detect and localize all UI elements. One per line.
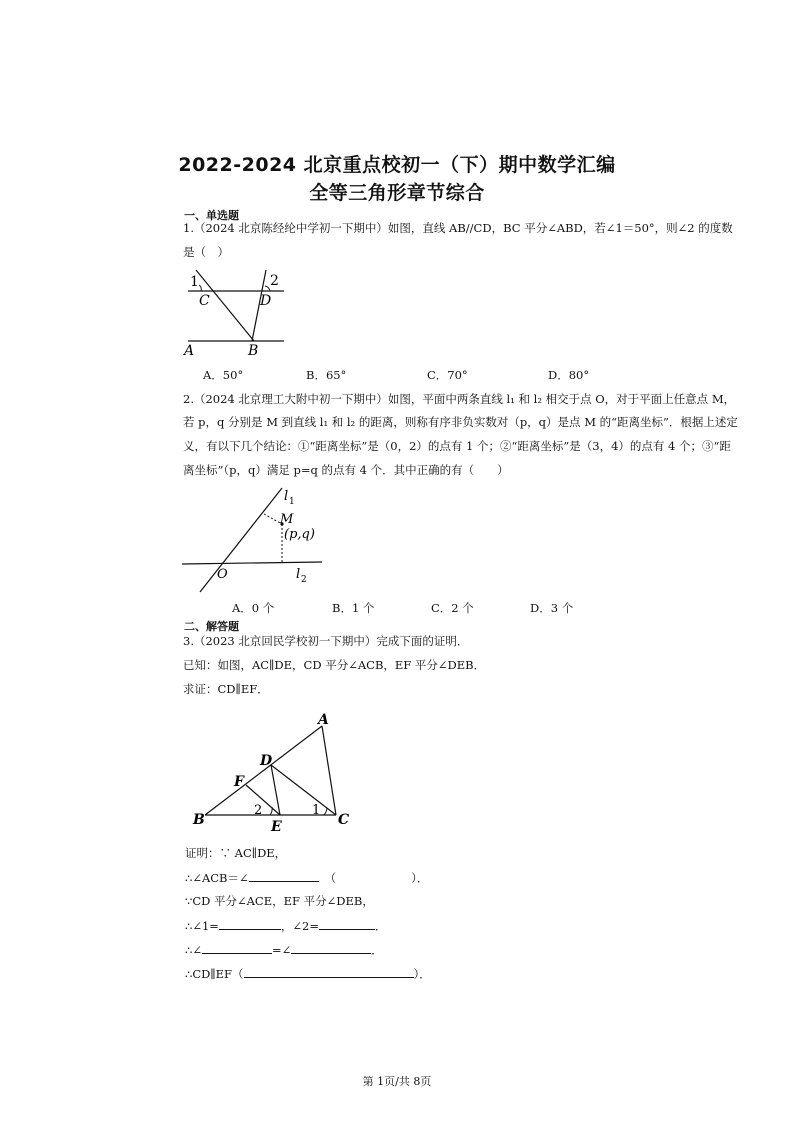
- line-dc: [271, 765, 336, 815]
- label-angle1: 1: [190, 274, 199, 290]
- label-point-d: D: [260, 753, 273, 769]
- q1-option-c[interactable]: C．70°: [427, 368, 468, 382]
- line-ac: [322, 726, 336, 815]
- q2-text-line1: 2.（2024 北京理工大附中初一下期中）如图，平面中两条直线 l₁ 和 l₂ 相交于点 O，对于平面上任意点 M，: [183, 392, 736, 406]
- label-pq: (p,q): [284, 527, 315, 542]
- blank-angle-left[interactable]: [202, 941, 272, 954]
- page-title-line1: 2022-2024 北京重点校初一（下）期中数学汇编: [178, 154, 616, 176]
- label-point-b: B: [248, 343, 259, 359]
- proof-line6: [185, 965, 431, 982]
- proof-line5-text-b: =∠: [271, 943, 292, 957]
- label-point-a: A: [318, 712, 329, 728]
- proof-line2-text-a: ∴∠ACB＝∠: [185, 871, 249, 885]
- proof-line6-text-a: ∴CD∥EF（: [185, 967, 244, 981]
- label-point-c: C: [338, 812, 350, 828]
- blank-reason-final[interactable]: [244, 965, 414, 978]
- angle2-arc: [270, 807, 272, 815]
- blank-angle1-value[interactable]: [219, 917, 281, 930]
- label-point-c: C: [199, 293, 210, 309]
- line-ba: [205, 726, 322, 815]
- proof-line4-text-c: ．: [375, 919, 387, 933]
- q1-option-a[interactable]: A．50°: [203, 368, 244, 382]
- proof-line3: ∵CD 平分∠ACE，EF 平分∠DEB，: [185, 894, 374, 908]
- label-l2: l: [296, 567, 301, 582]
- q1-option-d[interactable]: D．80°: [548, 368, 590, 382]
- page-title-line2: 全等三角形章节综合: [309, 182, 485, 204]
- q1-text-line1: 1.（2024 北京陈经纶中学初一下期中）如图，直线 AB//CD，BC 平分∠ABD，若∠1＝50°，则∠2 的度数: [183, 221, 733, 235]
- q2-option-d[interactable]: D．3 个: [530, 601, 574, 615]
- label-point-e: E: [271, 819, 282, 835]
- q3-given: 已知：如图，AC∥DE，CD 平分∠ACB，EF 平分∠DEB．: [183, 658, 486, 672]
- angle1-arc: [324, 808, 327, 815]
- label-angle2: 2: [270, 273, 279, 289]
- q2-text-line4: 离坐标”（p，q）满足 p=q 的点有 4 个．其中正确的有（ ）: [183, 463, 509, 477]
- label-angle1: 1: [312, 803, 321, 818]
- proof-line2: [185, 869, 428, 886]
- line-l1: [200, 488, 282, 592]
- proof-line2-text-c: ）．: [411, 871, 429, 885]
- label-l2-sub: 2: [301, 575, 307, 585]
- blank-angle-right[interactable]: [291, 941, 371, 954]
- label-point-a: A: [184, 343, 195, 359]
- label-angle2: 2: [254, 803, 263, 818]
- angle1-arc: [199, 285, 201, 291]
- label-point-d: D: [260, 293, 272, 309]
- q2-option-b[interactable]: B．1 个: [332, 601, 375, 615]
- q1-figure: [180, 265, 300, 360]
- section-heading-single-choice: 一、单选题: [184, 209, 239, 222]
- q1-option-b[interactable]: B．65°: [306, 368, 347, 382]
- label-l1-sub: 1: [289, 497, 295, 507]
- proof-line1: 证明：∵ AC∥DE，: [185, 846, 287, 860]
- label-point-o: O: [217, 567, 228, 582]
- q2-option-a[interactable]: A．0 个: [232, 601, 275, 615]
- q2-text-line2: 若 p，q 分别是 M 到直线 l₁ 和 l₂ 的距离，则称有序非负实数对（p，q）是点 M 的“距离坐标”．根据上述定: [183, 415, 738, 429]
- proof-line4: [185, 917, 387, 934]
- q3-figure: [188, 708, 358, 838]
- section-heading-solution: 二、解答题: [184, 620, 239, 633]
- proof-line2-text-b: （: [324, 871, 337, 885]
- blank-reason-1[interactable]: [336, 870, 411, 882]
- label-l1: l: [284, 489, 289, 504]
- q2-option-c[interactable]: C．2 个: [431, 601, 474, 615]
- label-point-b: B: [193, 812, 205, 828]
- proof-line5: [185, 941, 383, 958]
- proof-line5-text-a: ∴∠: [185, 943, 202, 957]
- q3-text-line1: 3.（2023 北京回民学校初一下期中）完成下面的证明．: [183, 634, 469, 648]
- q3-prove: 求证：CD∥EF．: [183, 682, 269, 696]
- q1-text-line2: 是（ ）: [183, 245, 229, 259]
- label-point-f: F: [234, 774, 244, 790]
- q2-figure: [178, 484, 338, 596]
- proof-line5-text-c: ．: [371, 943, 383, 957]
- line-l2: [182, 562, 322, 564]
- blank-angle-1[interactable]: [249, 869, 319, 882]
- q2-text-line3: 义，有以下几个结论：①“距离坐标”是（0，2）的点有 1 个；②“距离坐标”是（3，4）的点有 4 个；③“距: [183, 439, 731, 453]
- label-point-m: M: [280, 512, 294, 527]
- proof-line4-text-b: ，∠2=: [280, 919, 319, 933]
- proof-line6-text-b: ）．: [413, 967, 431, 981]
- blank-angle2-value[interactable]: [319, 917, 375, 930]
- page-number: 第 1页/共 8页: [362, 1075, 432, 1088]
- proof-line4-text-a: ∴∠1=: [185, 919, 219, 933]
